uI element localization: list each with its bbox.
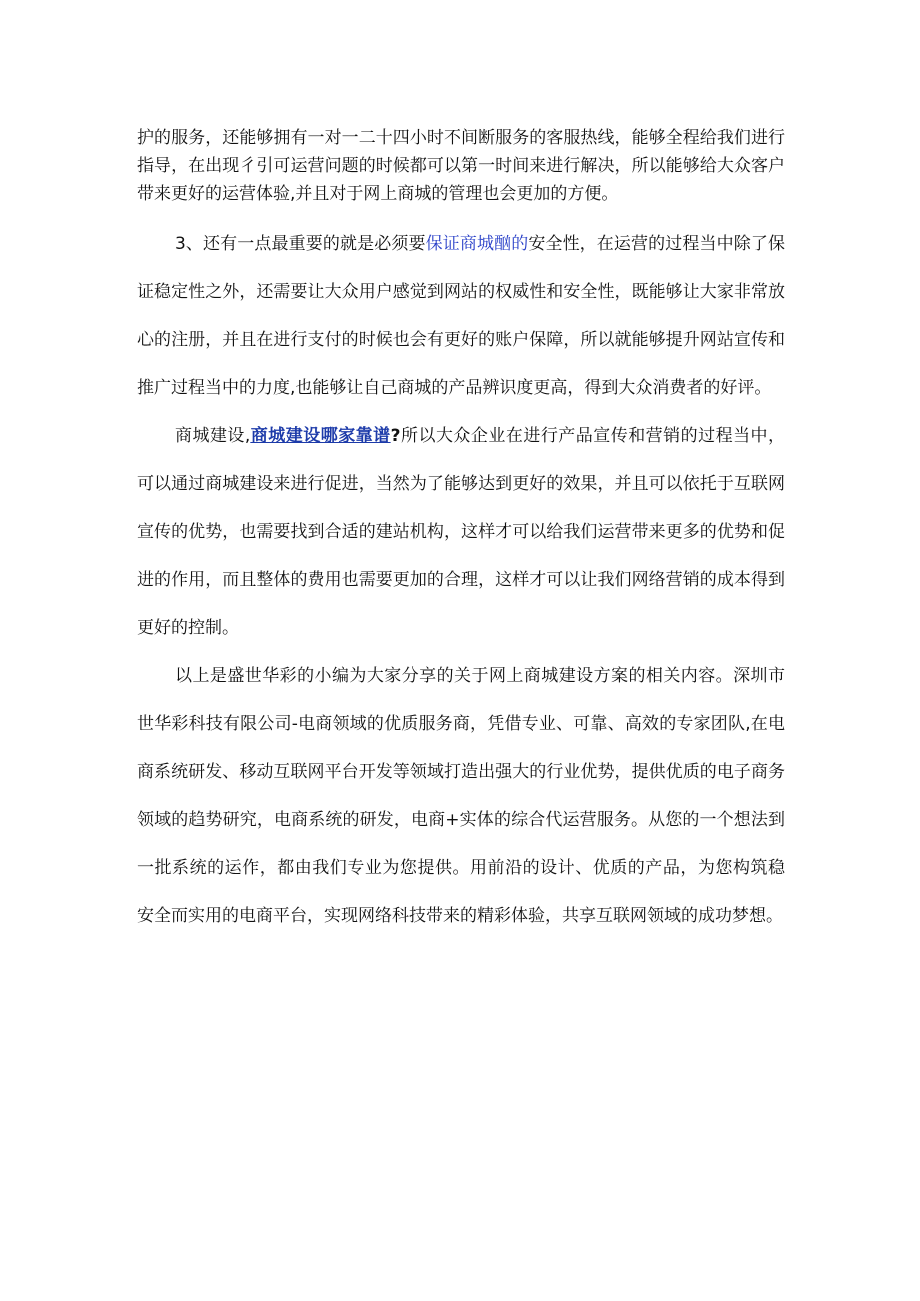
text-line: 可以通过商城建设来进行促进，当然为了能够达到更好的效果，并且可以依托于互联网 <box>137 474 785 494</box>
document-body <box>137 124 785 940</box>
text-line: 一批系统的运作，都由我们专业为您提供。用前沿的设计、优质的产品，为您构筑稳 <box>137 858 785 878</box>
text-segment: 3、还有一点最重要的就是必须要 <box>175 234 426 254</box>
text-line: 以上是盛世华彩的小编为大家分享的关于网上商城建设方案的相关内容。深圳市 <box>175 666 785 686</box>
text-line <box>137 220 785 268</box>
text-line: 心的注册，并且在进行支付的时候也会有更好的账户保障，所以就能够提升网站宣传和 <box>137 330 785 350</box>
text-line <box>137 412 785 460</box>
inline-link-mall-building[interactable]: 商城建设哪家靠谱 <box>250 426 391 446</box>
paragraph-security <box>137 220 785 412</box>
text-line: 进的作用，而且整体的费用也需要更加的合理，这样才可以让我们网络营销的成本得到 <box>137 570 785 590</box>
text-segment: 商城建设, <box>175 426 251 446</box>
text-line: 领域的趋势研究，电商系统的研发，电商+实体的综合代运营服务。从您的一个想法到 <box>137 810 785 830</box>
text-line: 更好的控制。 <box>137 618 239 638</box>
text-line: 证稳定性之外，还需要让大众用户感觉到网站的权威性和安全性，既能够让大家非常放 <box>137 282 785 302</box>
text-line: 带来更好的运营体验,并且对于网上商城的管理也会更加的方便。 <box>137 184 619 204</box>
text-line: 世华彩科技有限公司-电商领域的优质服务商，凭借专业、可靠、高效的专家团队,在电 <box>137 714 785 734</box>
paragraph-mall-building <box>137 412 785 652</box>
text-line: 安全而实用的电商平台，实现网络科技带来的精彩体验，共享互联网领域的成功梦想。 <box>137 906 783 926</box>
inline-link-security[interactable]: 保证商城酗的 <box>425 234 529 254</box>
text-segment: 所以大众企业在进行产品宣传和营销的过程当中， <box>400 426 785 446</box>
text-line: 推广过程当中的力度,也能够让自己商城的产品辨识度更高，得到大众消费者的好评。 <box>137 378 772 398</box>
text-line: 宣传的优势，也需要找到合适的建站机构，这样才可以给我们运营带来更多的优势和促 <box>137 522 785 542</box>
paragraph-company-summary <box>137 652 785 940</box>
text-line: 指导，在出现彳引可运营问题的时候都可以第一时间来进行解决，所以能够给大众客户 <box>137 156 785 176</box>
question-mark: ? <box>390 426 401 446</box>
text-segment: 安全性，在运营的过程当中除了保 <box>528 234 785 254</box>
text-line: 商系统研发、移动互联网平台开发等领域打造出强大的行业优势，提供优质的电子商务 <box>137 762 785 782</box>
paragraph-service <box>137 124 785 208</box>
text-line: 护的服务，还能够拥有一对一二十四小时不间断服务的客服热线，能够全程给我们进行 <box>137 128 785 148</box>
